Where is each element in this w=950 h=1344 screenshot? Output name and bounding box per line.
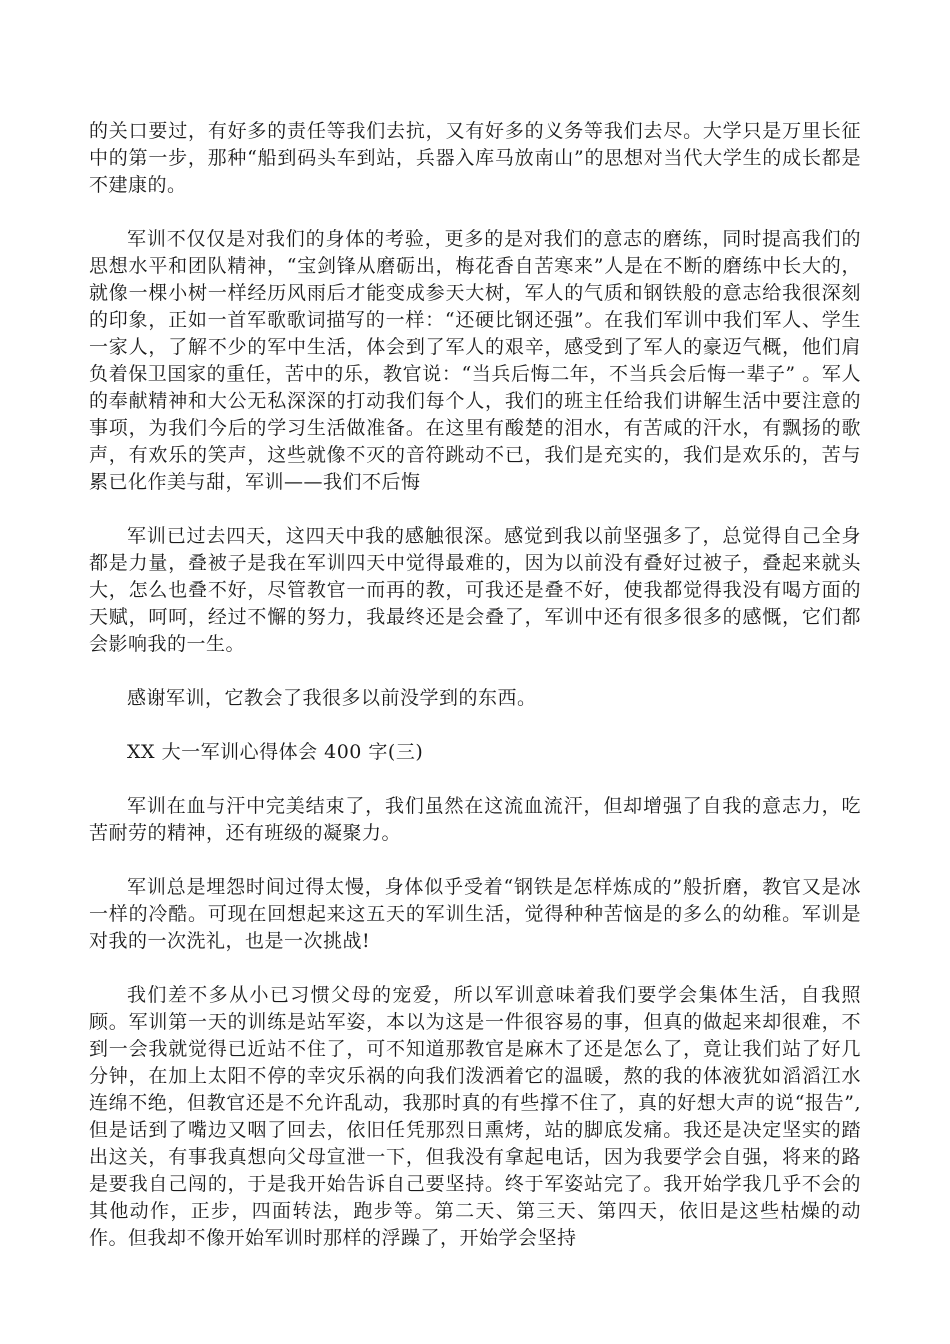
document-page (89, 118, 861, 1252)
paragraph-gap (89, 955, 861, 982)
paragraph-gap (89, 658, 861, 685)
paragraph-gap (89, 496, 861, 523)
paragraph-gap (89, 766, 861, 793)
paragraph-body: 军训在血与汗中完美结束了，我们虽然在这流血流汗，但却增强了自我的意志力，吃苦耐劳的精神，还有班级的凝聚力。 (89, 795, 861, 844)
paragraph-continuation: 的关口要过，有好多的责任等我们去抗，又有好多的义务等我们去尽。大学只是万里长征中的第一步，那种“船到码头车到站，兵器入库马放南山”的思想对当代大学生的成长都是不建康的。 (89, 120, 861, 196)
paragraph-body: 军训不仅仅是对我们的身体的考验，更多的是对我们的意志的磨练，同时提高我们的思想水平和团队精神，“宝剑锋从磨砺出，梅花香自苦寒来”人是在不断的磨练中长大的，就像一棵小树一样经历风雨后才能变成参天大树，军人的气质和钢铁般的意志给我很深刻的印象，正如一首军歌歌词描写的一样：“还硬比钢还强”。在我们军训中我们军人、学生一家人，了解不少的军中生活，体会到了军人的艰辛，感受到了军人的豪迈气概，他们肩负着保卫国家的重任，苦中的乐，教官说：“当兵后悔二年，不当兵会后悔一辈子” 。军人的奉献精神和大公无私深深的打动我们每个人，我们的班主任给我们讲解生活中要注意的事项，为我们今后的学习生活做准备。在这里有酸楚的泪水，有苦咸的汗水，有飘扬的歌声，有欢乐的笑声，这些就像不灭的音符跳动不已，我们是充实的，我们是欢乐的，苦与累已化作美与甜，军训——我们不后悔 (89, 228, 861, 493)
paragraph-gap (89, 199, 861, 226)
section-heading: XX 大一军训心得体会 400 字(三) (127, 741, 424, 763)
paragraph-gap (89, 847, 861, 874)
paragraph-body: 感谢军训，它教会了我很多以前没学到的东西。 (127, 687, 537, 709)
paragraph-body: 我们差不多从小已习惯父母的宠爱，所以军训意味着我们要学会集体生活，自我照顾。军训第一天的训练是站军姿，本以为这是一件很容易的事，但真的做起来却很难，不到一会我就觉得已近站不住了，可不知道那教官是麻木了还是怎么了，竟让我们站了好几分钟，在加上太阳不停的幸灾乐祸的向我们泼洒着它的温暖，熬的我的体液犹如滔滔江水连绵不绝，但教官还是不允许乱动，我那时真的有些撑不住了，真的好想大声的说“报告”,但是话到了嘴边又咽了回去，依旧任凭那烈日熏烤，站的脚底发痛。我还是决定坚实的踏出这关，有事我真想向父母宣泄一下，但我没有拿起电话，因为我要学会自强，将来的路是要我自己闯的，于是我开始告诉自己要坚持。终于军姿站完了。我开始学我几乎不会的其他动作，正步，四面转法，跑步等。第二天、第三天、第四天，依旧是这些枯燥的动作。但我却不像开始军训时那样的浮躁了，开始学会坚持 (89, 984, 861, 1249)
paragraph-gap (89, 712, 861, 739)
paragraph-body: 军训总是埋怨时间过得太慢，身体似乎受着“钢铁是怎样炼成的”般折磨，教官又是冰一样的冷酷。可现在回想起来这五天的军训生活，觉得种种苦恼是的多么的幼稚。军训是对我的一次洗礼，也是一次挑战! (89, 876, 861, 952)
paragraph-body: 军训已过去四天，这四天中我的感触很深。感觉到我以前坚强多了，总觉得自己全身都是力量，叠被子是我在军训四天中觉得最难的，因为以前没有叠好过被子，叠起来就头大，怎么也叠不好，尽管教官一而再的教，可我还是叠不好，使我都觉得我没有喝方面的天赋，呵呵，经过不懈的努力，我最终还是会叠了，军训中还有很多很多的感慨，它们都会影响我的一生。 (89, 525, 861, 655)
